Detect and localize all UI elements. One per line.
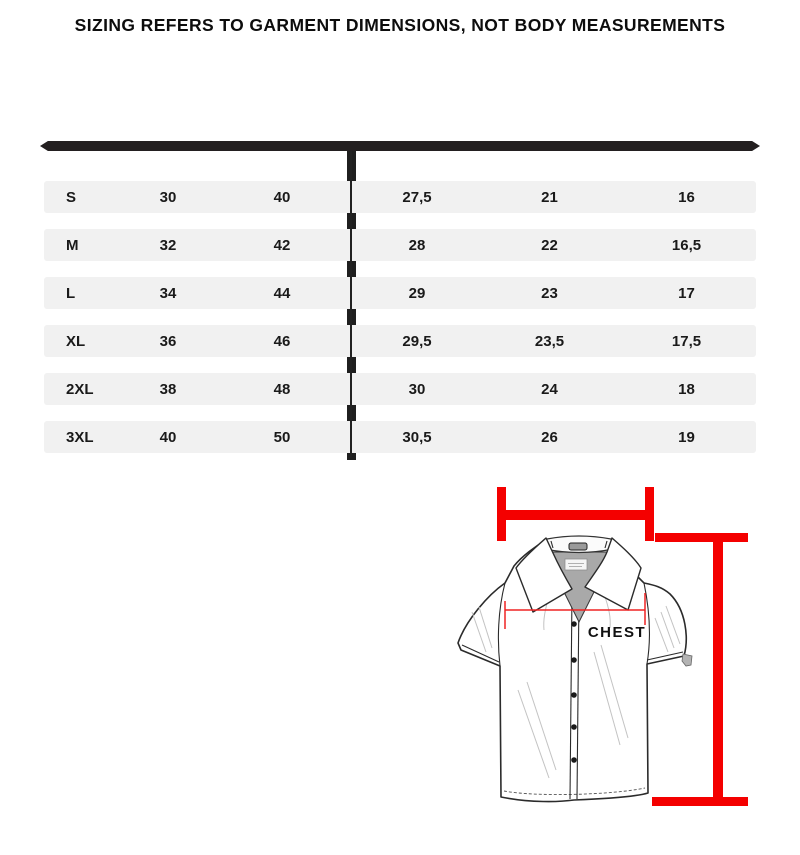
size-table bbox=[44, 181, 756, 469]
table-cell: 21 bbox=[541, 188, 558, 206]
width-measure-bracket bbox=[497, 487, 654, 541]
table-row-3xl bbox=[44, 421, 756, 453]
table-cell: 23 bbox=[541, 284, 558, 302]
length-measure-bottom-cap bbox=[652, 797, 748, 806]
size-label: L bbox=[66, 284, 76, 302]
length-measure-top-cap bbox=[655, 533, 748, 542]
size-label: XL bbox=[66, 332, 86, 350]
button bbox=[571, 692, 577, 698]
shirt-diagram bbox=[440, 470, 800, 855]
table-row-xl bbox=[44, 325, 756, 357]
table-cell: 30,5 bbox=[402, 428, 432, 446]
hanger-loop bbox=[569, 543, 587, 550]
button bbox=[571, 657, 577, 663]
size-label: 3XL bbox=[66, 428, 94, 446]
divider-bar bbox=[40, 141, 760, 151]
table-cell: 30 bbox=[159, 188, 177, 206]
table-cell: 29 bbox=[408, 284, 426, 302]
table-cell: 48 bbox=[273, 380, 291, 398]
size-label: S bbox=[66, 188, 77, 206]
sizing-note: SIZING REFERS TO GARMENT DIMENSIONS, NOT BODY MEASUREMENTS bbox=[74, 15, 726, 35]
table-cell: 19 bbox=[678, 428, 695, 446]
table-cell: 44 bbox=[273, 284, 291, 302]
size-label: 2XL bbox=[66, 380, 94, 398]
table-cell: 38 bbox=[159, 380, 177, 398]
table-cell: 29,5 bbox=[402, 332, 432, 350]
table-cell: 16,5 bbox=[671, 236, 702, 254]
table-cell: 40 bbox=[159, 428, 177, 446]
table-cell: 50 bbox=[273, 428, 291, 446]
table-cell: 30 bbox=[408, 380, 426, 398]
table-row-l bbox=[44, 277, 756, 309]
table-cell: 46 bbox=[273, 332, 291, 350]
table-row-s bbox=[44, 181, 756, 213]
table-column-divider-thin bbox=[350, 151, 352, 458]
table-cell: 40 bbox=[273, 188, 291, 206]
button bbox=[571, 621, 577, 627]
table-cell: 32 bbox=[159, 236, 177, 254]
shirt-illustration bbox=[458, 536, 692, 802]
table-row-2xl bbox=[44, 373, 756, 405]
table-cell: 23,5 bbox=[534, 332, 565, 350]
table-cell: 27,5 bbox=[402, 188, 432, 206]
table-cell: 28 bbox=[408, 236, 426, 254]
table-cell: 17 bbox=[678, 284, 695, 302]
table-cell: 36 bbox=[159, 332, 177, 350]
table-cell: 17,5 bbox=[671, 332, 702, 350]
table-cell: 42 bbox=[273, 236, 291, 254]
table-cell: 16 bbox=[678, 188, 695, 206]
table-cell: 26 bbox=[541, 428, 558, 446]
table-cell: 18 bbox=[678, 380, 695, 398]
sleeve-tag bbox=[682, 654, 692, 666]
chest-label: CHEST bbox=[587, 624, 647, 641]
length-measure-bar bbox=[713, 533, 723, 802]
length-measure-bracket bbox=[652, 533, 748, 806]
table-cell: 24 bbox=[541, 380, 558, 398]
width-measure-right-tick bbox=[645, 487, 654, 541]
width-measure-bar bbox=[497, 510, 654, 520]
size-label: M bbox=[66, 236, 79, 254]
neck-label bbox=[565, 559, 587, 570]
table-row-m bbox=[44, 229, 756, 261]
table-cell: 34 bbox=[159, 284, 177, 302]
button bbox=[571, 724, 577, 730]
table-cell: 22 bbox=[541, 236, 558, 254]
button bbox=[571, 757, 577, 763]
